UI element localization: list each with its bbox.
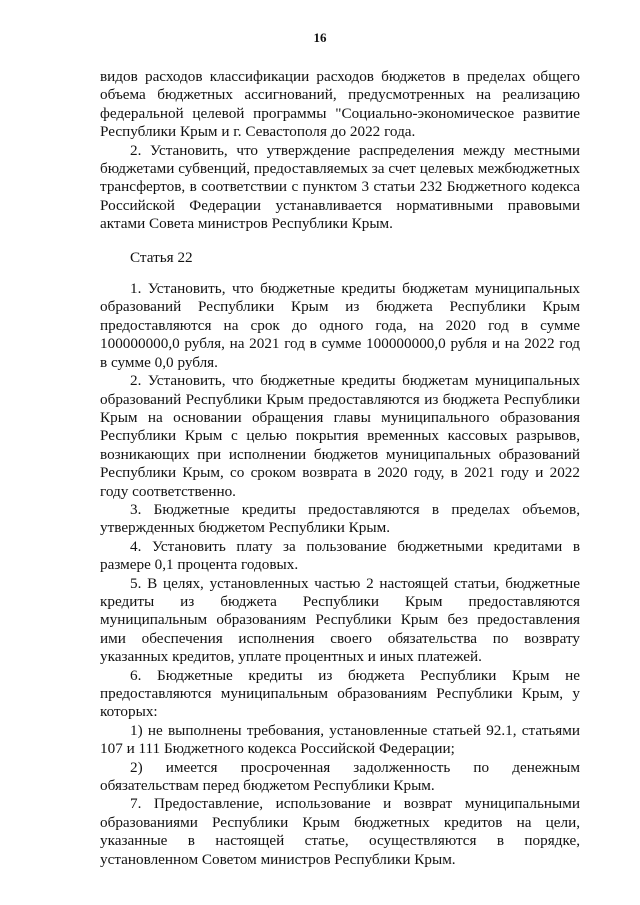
article-item-7: 7. Предоставление, использование и возврат муниципальными образованиями Республики Крым бюджетных кредитов на цели, указанные в настоящей статье, осуществляются в порядке, установленном Советом министров Республики Крым. bbox=[100, 795, 580, 868]
article-item-2: 2. Установить, что бюджетные кредиты бюджетам муниципальных образований Республики Крым предоставляются из бюджета Республики Крым на основании обращения главы муниципального образования Республики Крым с целью покрытия временных кассовых разрывов, возникающих при исполнении бюджетов муниципальных образований Республики Крым, со сроком возврата в 2020 году, в 2021 году и 2022 году соответственно. bbox=[100, 372, 580, 500]
article-subitem-6-2: 2) имеется просроченная задолженность по денежным обязательствам перед бюджетом Республики Крым. bbox=[100, 758, 580, 795]
page-number: 16 bbox=[313, 30, 327, 45]
article-heading: Статья 22 bbox=[130, 248, 193, 266]
paragraph-item-2: 2. Установить, что утверждение распределения между местными бюджетами субвенций, предоставляемых за счет целевых межбюджетных трансфертов, в соответствии с пунктом 3 статьи 232 Бюджетного кодекса Российской Федерации устанавливается нормативными правовыми актами Совета министров Республики Крым. bbox=[100, 141, 580, 233]
document-body bbox=[100, 68, 580, 869]
article-item-3: 3. Бюджетные кредиты предоставляются в пределах объемов, утвержденных бюджетом Республики Крым. bbox=[100, 500, 580, 537]
paragraph-continuation: видов расходов классификации расходов бюджетов в пределах общего объема бюджетных ассигнований, предусмотренных на реализацию федеральной целевой программы "Социально-экономическое развитие Республики Крым и г. Севастополя до 2022 года. bbox=[100, 68, 580, 141]
article-item-6: 6. Бюджетные кредиты из бюджета Республики Крым не предоставляются муниципальным образованиям Республики Крым, у которых: bbox=[100, 666, 580, 721]
article-item-4: 4. Установить плату за пользование бюджетными кредитами в размере 0,1 процента годовых. bbox=[100, 537, 580, 574]
article-item-5: 5. В целях, установленных частью 2 настоящей статьи, бюджетные кредиты из бюджета Республики Крым предоставляются муниципальным образованиям Республики Крым без предоставления ими обеспечения исполнения своего обязательства по возврату указанных кредитов, уплате процентных и иных платежей. bbox=[100, 574, 580, 666]
article-subitem-6-1: 1) не выполнены требования, установленные статьей 92.1, статьями 107 и 111 Бюджетного кодекса Российской Федерации; bbox=[100, 721, 580, 758]
article-item-1: 1. Установить, что бюджетные кредиты бюджетам муниципальных образований Республики Крым из бюджета Республики Крым предоставляются на срок до одного года, на 2020 год в сумме 100000000,0 рубля, на 2021 год в сумме 100000000,0 рубля и на 2022 год в сумме 0,0 рубля. bbox=[100, 280, 580, 371]
